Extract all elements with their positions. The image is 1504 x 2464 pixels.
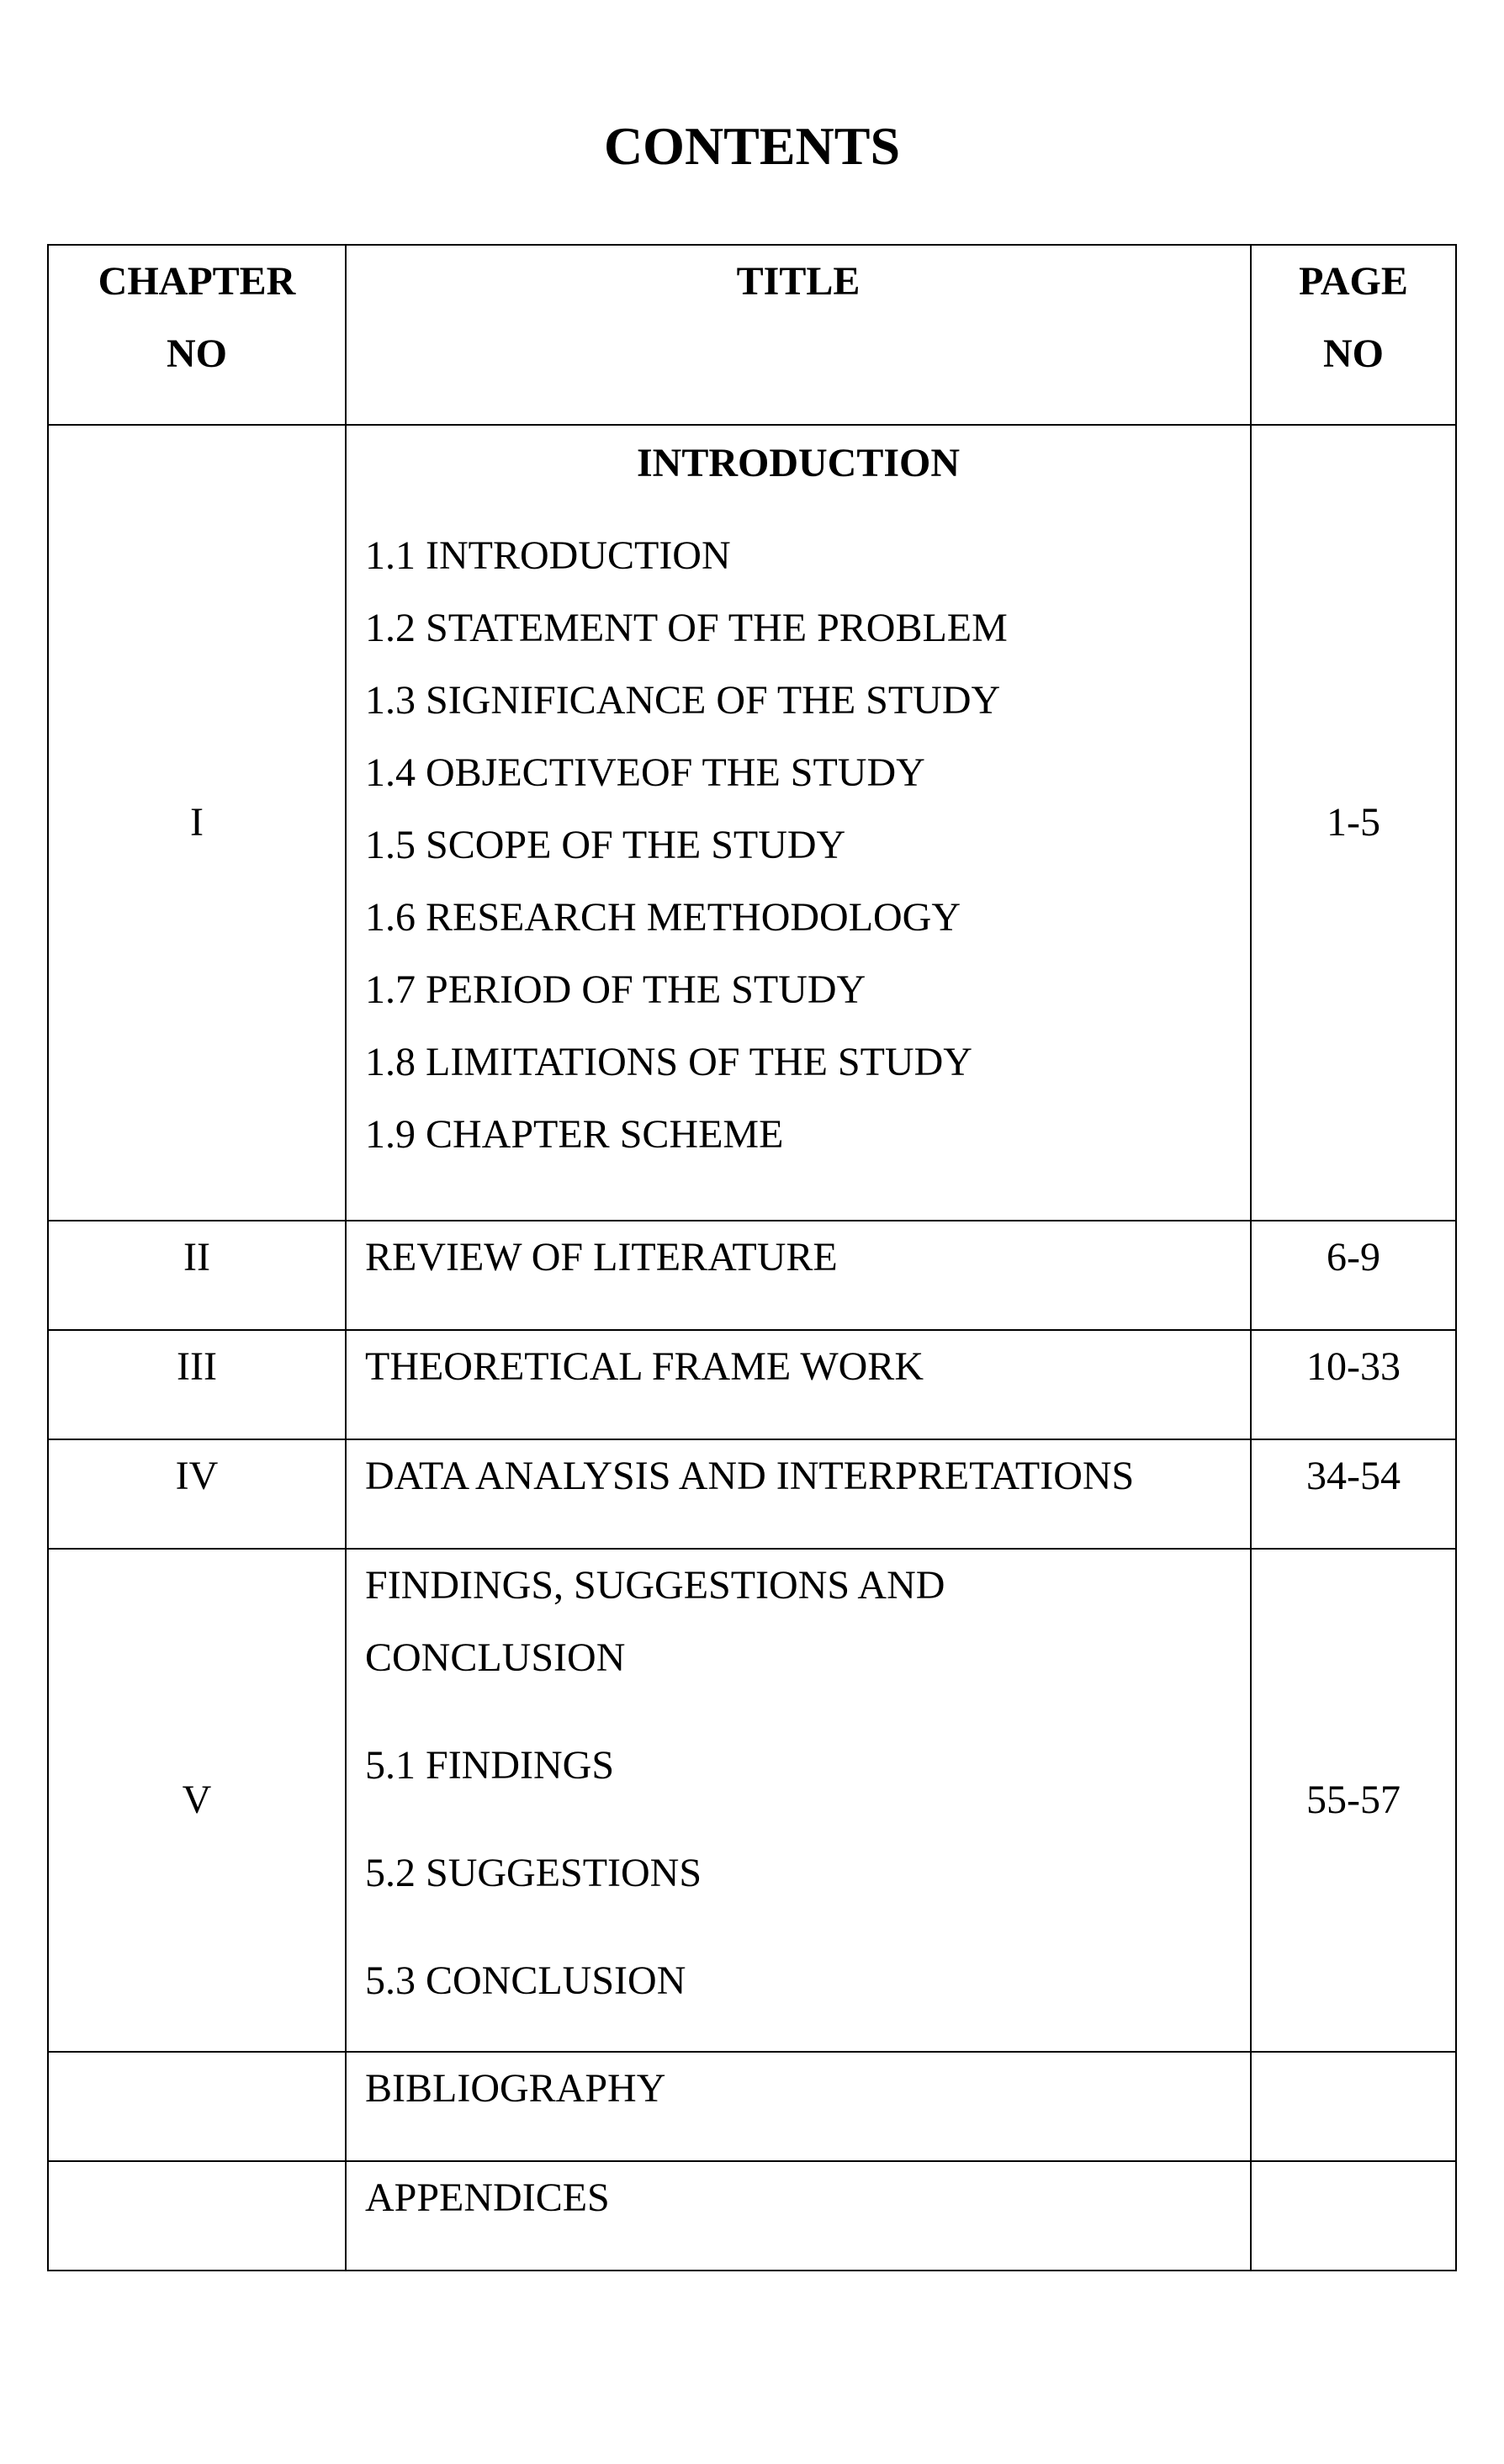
page-no-cell: 10-33 <box>1251 1330 1456 1439</box>
list-item: 1.5 SCOPE OF THE STUDY <box>365 823 846 867</box>
title-header <box>346 245 1251 425</box>
page-no-cell: 6-9 <box>1251 1221 1456 1330</box>
table-row <box>48 1549 1456 2052</box>
chapter-no-cell: I <box>48 425 346 1221</box>
table-row <box>48 425 1456 1221</box>
title-cell <box>346 425 1251 1221</box>
title-cell: DATA ANALYSIS AND INTERPRETATIONS <box>346 1439 1251 1549</box>
page-no-header <box>1251 245 1456 425</box>
page-header-line2: NO <box>1323 331 1384 376</box>
page-no-cell: 55-57 <box>1251 1549 1456 2052</box>
page-no-cell <box>1251 2161 1456 2271</box>
page-no-cell <box>1251 2052 1456 2161</box>
title-cell: BIBLIOGRAPHY <box>346 2052 1251 2161</box>
title-cell <box>346 1549 1251 2052</box>
page-header-line1: PAGE <box>1299 259 1408 304</box>
title-header-text: TITLE <box>736 259 861 304</box>
chapter-no-cell: II <box>48 1221 346 1330</box>
contents-table <box>47 244 1457 2271</box>
chapter-no-cell <box>48 2161 346 2271</box>
chapter-no-header <box>48 245 346 425</box>
page-title: CONTENTS <box>603 116 901 176</box>
title-cell: THEORETICAL FRAME WORK <box>346 1330 1251 1439</box>
chapter-heading: INTRODUCTION <box>636 441 961 485</box>
list-item: 1.3 SIGNIFICANCE OF THE STUDY <box>365 678 1001 723</box>
chapter-no-cell <box>48 2052 346 2161</box>
section-list <box>365 520 1250 1171</box>
chapter-no-cell: V <box>48 1549 346 2052</box>
chapter-no-cell: III <box>48 1330 346 1439</box>
list-item: 1.2 STATEMENT OF THE PROBLEM <box>365 606 1008 650</box>
header-row <box>48 245 1456 425</box>
list-item: 1.7 PERIOD OF THE STUDY <box>365 967 866 1012</box>
list-item: 1.1 INTRODUCTION <box>365 533 731 578</box>
page-no-cell: 1-5 <box>1251 425 1456 1221</box>
list-item: 5.2 SUGGESTIONS <box>365 1851 702 1895</box>
chapter-no-cell: IV <box>48 1439 346 1549</box>
page-no-cell: 34-54 <box>1251 1439 1456 1549</box>
chapter-header-line1: CHAPTER <box>98 259 296 304</box>
chapter-title-line2: CONCLUSION <box>365 1635 626 1680</box>
title-cell: REVIEW OF LITERATURE <box>346 1221 1251 1330</box>
chapter-title-line1: FINDINGS, SUGGESTIONS AND <box>365 1563 945 1608</box>
list-item: 1.6 RESEARCH METHODOLOGY <box>365 895 961 940</box>
list-item: 1.9 CHAPTER SCHEME <box>365 1112 784 1157</box>
list-item: 1.4 OBJECTIVEOF THE STUDY <box>365 750 925 795</box>
table-row <box>48 1221 1456 1330</box>
chapter-header-line2: NO <box>167 331 227 376</box>
list-item: 5.3 CONCLUSION <box>365 1958 686 2003</box>
section-list <box>365 1550 1250 2017</box>
list-item: 1.8 LIMITATIONS OF THE STUDY <box>365 1040 972 1084</box>
table-row <box>48 1439 1456 1549</box>
table-row <box>48 2052 1456 2161</box>
table-row <box>48 1330 1456 1439</box>
list-item: 5.1 FINDINGS <box>365 1743 615 1788</box>
table-row <box>48 2161 1456 2271</box>
title-cell: APPENDICES <box>346 2161 1251 2271</box>
